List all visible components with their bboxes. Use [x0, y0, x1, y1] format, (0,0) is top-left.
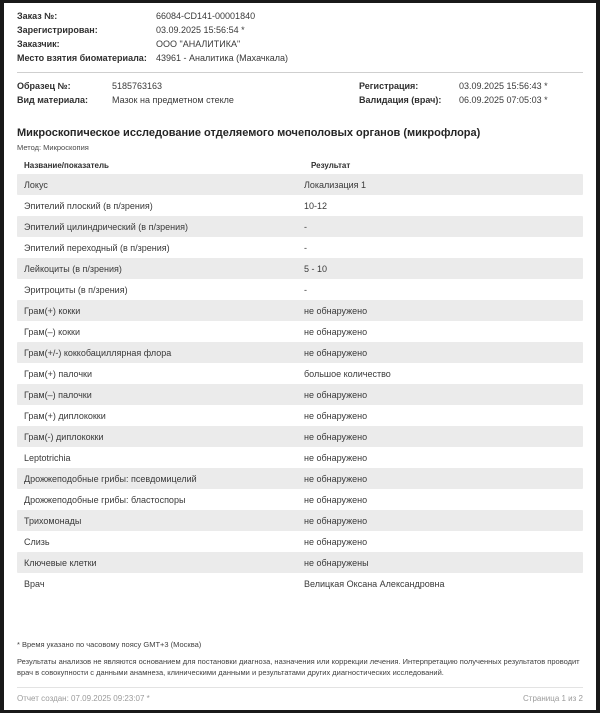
- result-value-cell: не обнаружено: [304, 347, 368, 358]
- result-value-cell: Велицкая Оксана Александровна: [304, 578, 445, 589]
- disclaimer-text: Результаты анализов не являются основанием для постановки диагноза, назначения или коррекции лечения. Интерпретацию полученных результатов проводит врач в совокупности с данными анамнеза, клиническими данными и результатами других диагностических исследований.: [17, 657, 580, 677]
- material-type-value: Мазок на предметном стекле: [112, 95, 234, 105]
- parameter-name-cell: Эритроциты (в п/зрения): [24, 284, 128, 295]
- table-row: [17, 468, 583, 489]
- parameter-name-cell: Грам(–) палочки: [24, 389, 92, 400]
- material-type-label: Вид материала:: [17, 95, 88, 105]
- material-type-row: [17, 93, 359, 107]
- parameter-name-cell: Эпителий цилиндрический (в п/зрения): [24, 221, 188, 232]
- table-row: [17, 573, 583, 594]
- result-value-cell: не обнаружены: [304, 557, 369, 568]
- table-row: [17, 174, 583, 195]
- parameter-name-cell: Локус: [24, 179, 48, 190]
- order-number-label: Заказ №:: [17, 11, 58, 21]
- result-value-cell: Локализация 1: [304, 179, 367, 190]
- parameter-name-cell: Грам(+) кокки: [24, 305, 81, 316]
- customer-row: [17, 37, 583, 51]
- report-method: Метод: Микроскопия: [17, 143, 89, 152]
- result-value-cell: 10-12: [304, 200, 328, 211]
- table-row: [17, 447, 583, 468]
- parameter-name-cell: Грам(–) кокки: [24, 326, 81, 337]
- validation-row: [359, 93, 583, 107]
- result-value-cell: -: [304, 242, 307, 253]
- column-header-result: Результат: [311, 161, 351, 170]
- result-value-cell: -: [304, 284, 307, 295]
- result-value-cell: не обнаружено: [304, 305, 368, 316]
- order-number-row: [17, 9, 583, 23]
- result-value-cell: не обнаружено: [304, 494, 368, 505]
- results-table: [17, 161, 583, 594]
- table-row: [17, 531, 583, 552]
- table-row: [17, 489, 583, 510]
- result-value-cell: не обнаружено: [304, 431, 368, 442]
- footer-divider: [17, 687, 583, 688]
- validation-value: 06.09.2025 07:05:03 *: [459, 95, 548, 105]
- parameter-name-cell: Лейкоциты (в п/зрения): [24, 263, 122, 274]
- table-row: [17, 237, 583, 258]
- result-value-cell: 5 - 10: [304, 263, 328, 274]
- table-row: [17, 258, 583, 279]
- registration-label: Регистрация:: [359, 81, 419, 91]
- order-info-block: [17, 3, 583, 65]
- result-value-cell: не обнаружено: [304, 410, 368, 421]
- parameter-name-cell: Ключевые клетки: [24, 557, 97, 568]
- column-header-parameter: Название/показатель: [24, 161, 109, 170]
- parameter-name-cell: Эпителий плоский (в п/зрения): [24, 200, 153, 211]
- registration-value: 03.09.2025 15:56:43 *: [459, 81, 548, 91]
- customer-label: Заказчик:: [17, 39, 60, 49]
- table-row: [17, 552, 583, 573]
- parameter-name-cell: Leptotrichia: [24, 452, 71, 463]
- result-value-cell: -: [304, 221, 307, 232]
- result-value-cell: не обнаружено: [304, 515, 368, 526]
- parameter-name-cell: Эпителий переходный (в п/зрения): [24, 242, 170, 253]
- sample-info-left: [17, 79, 359, 107]
- parameter-name-cell: Грам(+) диплококки: [24, 410, 106, 421]
- sample-number-label: Образец №:: [17, 81, 71, 91]
- table-row: [17, 195, 583, 216]
- result-value-cell: не обнаружено: [304, 389, 368, 400]
- parameter-name-cell: Трихомонады: [24, 515, 82, 526]
- report-title: Микроскопическое исследование отделяемого мочеполовых органов (микрофлора): [17, 127, 481, 139]
- table-header-row: [17, 161, 583, 174]
- sample-info-right: [359, 79, 583, 107]
- parameter-name-cell: Слизь: [24, 536, 50, 547]
- report-created-timestamp: Отчет создан: 07.09.2025 09:23:07 *: [17, 694, 150, 703]
- result-value-cell: большое количество: [304, 368, 391, 379]
- parameter-name-cell: Дрожжеподобные грибы: бластоспоры: [24, 494, 186, 505]
- table-row: [17, 216, 583, 237]
- result-value-cell: не обнаружено: [304, 326, 368, 337]
- table-row: [17, 279, 583, 300]
- sample-info-block: [17, 79, 583, 107]
- registration-row: [359, 79, 583, 93]
- footer-row: [17, 694, 583, 703]
- registered-label: Зарегистрирован:: [17, 25, 98, 35]
- customer-value: ООО "АНАЛИТИКА": [156, 39, 241, 49]
- table-row: [17, 342, 583, 363]
- order-number-value: 66084-CD141-00001840: [156, 11, 256, 21]
- sample-number-value: 5185763163: [112, 81, 163, 91]
- parameter-name-cell: Врач: [24, 578, 45, 589]
- collection-site-label: Место взятия биоматериала:: [17, 53, 147, 63]
- parameter-name-cell: Грам(+/-) коккобациллярная флора: [24, 347, 172, 358]
- collection-site-value: 43961 - Аналитика (Махачкала): [156, 53, 288, 63]
- header-divider: [17, 72, 583, 73]
- page-number: Страница 1 из 2: [523, 694, 583, 703]
- table-row: [17, 321, 583, 342]
- parameter-name-cell: Дрожжеподобные грибы: псевдомицелий: [24, 473, 197, 484]
- registered-value: 03.09.2025 15:56:54 *: [156, 25, 245, 35]
- result-value-cell: не обнаружено: [304, 536, 368, 547]
- table-row: [17, 510, 583, 531]
- parameter-name-cell: Грам(+) палочки: [24, 368, 93, 379]
- table-row: [17, 426, 583, 447]
- table-row: [17, 363, 583, 384]
- table-row: [17, 384, 583, 405]
- result-value-cell: не обнаружено: [304, 452, 368, 463]
- result-value-cell: не обнаружено: [304, 473, 368, 484]
- timezone-note: * Время указано по часовому поясу GMT+3 (Москва): [17, 640, 202, 649]
- parameter-name-cell: Грам(-) диплококки: [24, 431, 104, 442]
- sample-number-row: [17, 79, 359, 93]
- collection-site-row: [17, 51, 583, 65]
- validation-label: Валидация (врач):: [359, 95, 442, 105]
- table-row: [17, 300, 583, 321]
- registered-row: [17, 23, 583, 37]
- table-row: [17, 405, 583, 426]
